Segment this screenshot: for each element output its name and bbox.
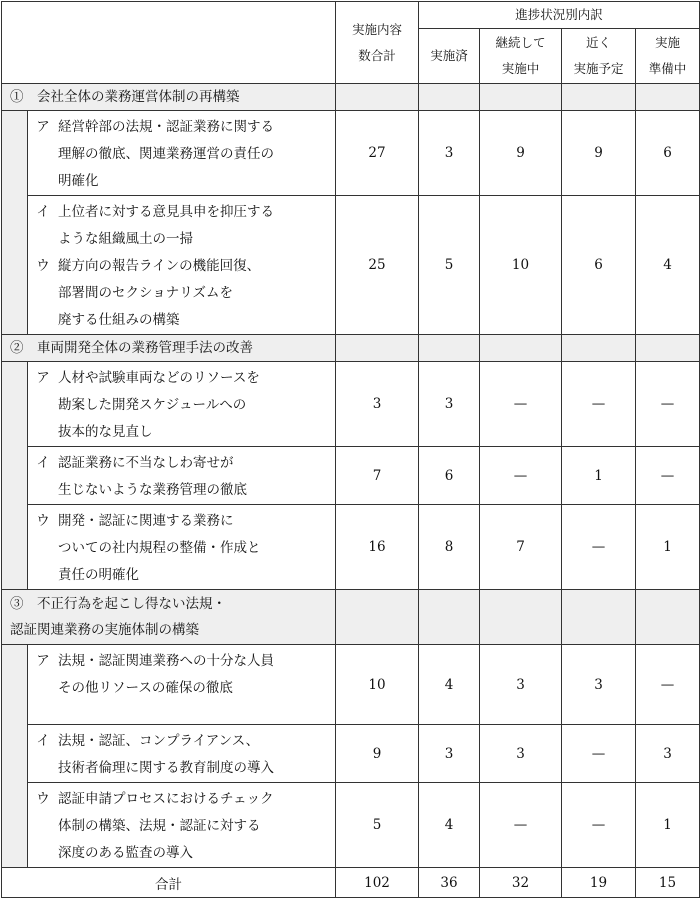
table-row bbox=[2, 447, 700, 505]
table-row bbox=[2, 783, 700, 868]
header-blank bbox=[2, 2, 336, 84]
cell-planned: — bbox=[562, 362, 636, 447]
cell-ongoing: 3 bbox=[480, 725, 562, 783]
cell-preparing: 6 bbox=[636, 111, 700, 196]
item-label: ウ bbox=[36, 513, 50, 529]
cell-planned: — bbox=[562, 505, 636, 590]
section-blank-cell bbox=[336, 590, 419, 645]
cell-ongoing: — bbox=[480, 783, 562, 868]
item-text: 明確化 bbox=[58, 173, 99, 189]
item-text: 部署間のセクショナリズムを bbox=[58, 285, 233, 301]
cell-preparing: 4 bbox=[636, 196, 700, 335]
cell-preparing: 3 bbox=[636, 725, 700, 783]
item-label: イ bbox=[36, 733, 50, 749]
section-row bbox=[2, 335, 700, 362]
cell-total: 27 bbox=[336, 111, 419, 196]
cell-done: 8 bbox=[419, 505, 480, 590]
item-text: その他リソースの確保の徹底 bbox=[58, 680, 233, 696]
total-done: 36 bbox=[419, 868, 480, 898]
section-title: ① 会社全体の業務運営体制の再構築 bbox=[2, 84, 336, 111]
item-label: ア bbox=[36, 653, 50, 669]
cell-total: 7 bbox=[336, 447, 419, 505]
item-text: 認証業務に不当なしわ寄せが bbox=[58, 455, 234, 471]
cell-done: 5 bbox=[419, 196, 480, 335]
item-description bbox=[28, 505, 336, 590]
item-label: ア bbox=[36, 370, 50, 386]
item-text: 法規・認証関連業務への十分な人員 bbox=[58, 653, 274, 669]
item-label: ウ bbox=[36, 791, 50, 807]
cell-planned: 1 bbox=[562, 447, 636, 505]
section-blank-cell bbox=[480, 590, 562, 645]
total-planned: 19 bbox=[562, 868, 636, 898]
cell-planned: — bbox=[562, 783, 636, 868]
cell-done: 4 bbox=[419, 783, 480, 868]
table-row bbox=[2, 505, 700, 590]
indent-cell bbox=[2, 111, 28, 335]
cell-ongoing: — bbox=[480, 447, 562, 505]
section-blank-cell bbox=[636, 84, 700, 111]
cell-ongoing: 10 bbox=[480, 196, 562, 335]
table-row bbox=[2, 196, 700, 335]
section-row bbox=[2, 590, 700, 645]
section-blank-cell bbox=[562, 84, 636, 111]
cell-done: 4 bbox=[419, 645, 480, 725]
totals-label: 合計 bbox=[2, 868, 336, 898]
item-text: 深度のある監査の導入 bbox=[58, 845, 193, 861]
cell-preparing: — bbox=[636, 645, 700, 725]
header-ongoing: 継続して 実施中 bbox=[480, 29, 562, 84]
item-description bbox=[28, 196, 336, 335]
cell-total: 3 bbox=[336, 362, 419, 447]
item-description bbox=[28, 362, 336, 447]
item-text: 技術者倫理に関する教育制度の導入 bbox=[58, 760, 274, 776]
item-description bbox=[28, 783, 336, 868]
table-row bbox=[2, 725, 700, 783]
header-preparing: 実施 準備中 bbox=[636, 29, 700, 84]
cell-done: 3 bbox=[419, 362, 480, 447]
item-text: 廃する仕組みの構築 bbox=[58, 312, 180, 328]
section-blank-cell bbox=[480, 84, 562, 111]
header-planned: 近く 実施予定 bbox=[562, 29, 636, 84]
indent-cell bbox=[2, 645, 28, 868]
cell-ongoing: 7 bbox=[480, 505, 562, 590]
progress-table bbox=[1, 1, 700, 898]
item-text: 勘案した開発スケジュールへの bbox=[58, 397, 247, 413]
item-label: ウ bbox=[36, 258, 50, 274]
item-description bbox=[28, 725, 336, 783]
cell-done: 6 bbox=[419, 447, 480, 505]
cell-total: 16 bbox=[336, 505, 419, 590]
item-text: 人材や試験車両などのリソースを bbox=[58, 370, 260, 386]
section-blank-cell bbox=[636, 335, 700, 362]
section-title: ③ 不正行為を起こし得ない法規・ 認証関連業務の実施体制の構築 bbox=[2, 590, 336, 645]
cell-planned: 6 bbox=[562, 196, 636, 335]
cell-preparing: 1 bbox=[636, 783, 700, 868]
section-blank-cell bbox=[562, 335, 636, 362]
total-total: 102 bbox=[336, 868, 419, 898]
cell-planned: 3 bbox=[562, 645, 636, 725]
item-text: 責任の明確化 bbox=[58, 567, 139, 583]
section-row bbox=[2, 84, 700, 111]
cell-total: 9 bbox=[336, 725, 419, 783]
total-ongoing: 32 bbox=[480, 868, 562, 898]
item-text: 経営幹部の法規・認証業務に関する bbox=[58, 119, 274, 135]
item-text: 抜本的な見直し bbox=[58, 424, 153, 440]
section-blank-cell bbox=[419, 335, 480, 362]
header-done: 実施済 bbox=[419, 29, 480, 84]
cell-preparing: 1 bbox=[636, 505, 700, 590]
section-blank-cell bbox=[562, 590, 636, 645]
header-group: 進捗状況別内訳 bbox=[419, 2, 700, 29]
item-description bbox=[28, 111, 336, 196]
cell-planned: 9 bbox=[562, 111, 636, 196]
item-text: ついての社内規程の整備・作成と bbox=[58, 540, 261, 556]
section-blank-cell bbox=[336, 335, 419, 362]
item-text: 縦方向の報告ラインの機能回復、 bbox=[58, 258, 261, 274]
cell-ongoing: 3 bbox=[480, 645, 562, 725]
item-description bbox=[28, 447, 336, 505]
cell-preparing: — bbox=[636, 447, 700, 505]
section-blank-cell bbox=[480, 335, 562, 362]
item-description bbox=[28, 645, 336, 725]
item-text: 体制の構築、法規・認証に対する bbox=[58, 818, 261, 834]
cell-total: 25 bbox=[336, 196, 419, 335]
header-total: 実施内容 数合計 bbox=[336, 2, 419, 84]
indent-cell bbox=[2, 362, 28, 590]
item-text: 認証申請プロセスにおけるチェック bbox=[58, 791, 274, 807]
section-blank-cell bbox=[419, 84, 480, 111]
cell-total: 5 bbox=[336, 783, 419, 868]
item-label: ア bbox=[36, 119, 50, 135]
section-blank-cell bbox=[336, 84, 419, 111]
cell-preparing: — bbox=[636, 362, 700, 447]
table-row bbox=[2, 362, 700, 447]
section-blank-cell bbox=[419, 590, 480, 645]
cell-done: 3 bbox=[419, 111, 480, 196]
section-blank-cell bbox=[636, 590, 700, 645]
cell-ongoing: 9 bbox=[480, 111, 562, 196]
item-text: 生じないような業務管理の徹底 bbox=[58, 482, 247, 498]
table-row bbox=[2, 111, 700, 196]
total-preparing: 15 bbox=[636, 868, 700, 898]
cell-planned: — bbox=[562, 725, 636, 783]
totals-row bbox=[2, 868, 700, 898]
item-text: 開発・認証に関連する業務に bbox=[58, 513, 234, 529]
cell-done: 3 bbox=[419, 725, 480, 783]
item-text: 法規・認証、コンプライアンス、 bbox=[58, 733, 260, 749]
item-text: 上位者に対する意見具申を抑圧する bbox=[58, 204, 274, 220]
item-label: イ bbox=[36, 455, 50, 471]
item-text: 理解の徹底、関連業務運営の責任の bbox=[58, 146, 274, 162]
item-label: イ bbox=[36, 204, 50, 220]
section-title: ② 車両開発全体の業務管理手法の改善 bbox=[2, 335, 336, 362]
table-row bbox=[2, 645, 700, 725]
item-text: ような組織風土の一掃 bbox=[58, 231, 193, 247]
cell-ongoing: — bbox=[480, 362, 562, 447]
cell-total: 10 bbox=[336, 645, 419, 725]
